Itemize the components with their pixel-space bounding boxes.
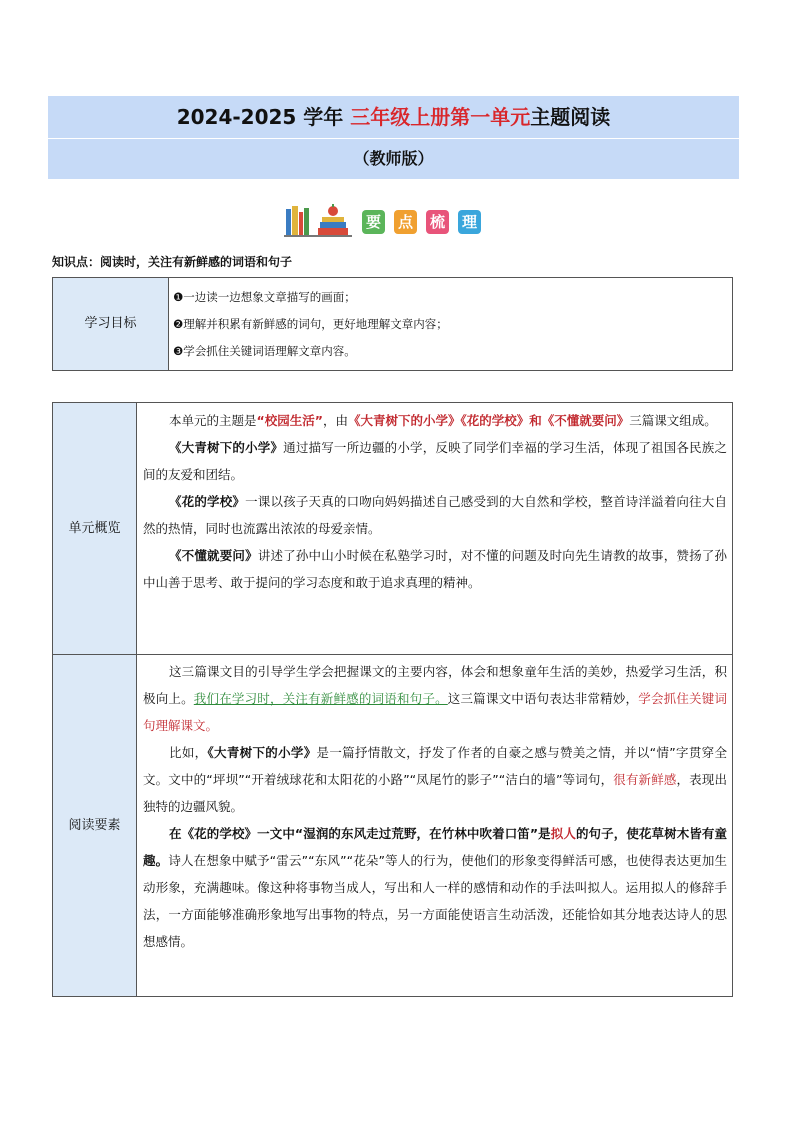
title-highlight: 三年级上册第一单元	[350, 105, 531, 129]
document-title: 2024-2025 学年 三年级上册第一单元主题阅读	[176, 105, 611, 129]
knowledge-point: 知识点：阅读时，关注有新鲜感的词语和句子	[52, 255, 293, 269]
document-subtitle: （教师版）	[353, 149, 434, 168]
row-divider	[53, 654, 732, 655]
header-char-2: 点	[394, 210, 417, 234]
reading-text	[143, 658, 727, 955]
goals-table	[52, 277, 733, 371]
header-char-1: 要	[362, 210, 385, 234]
overview-paragraph: 《花的学校》一课以孩子天真的口吻向妈妈描述自己感受到的大自然和学校，整首诗洋溢着向往大自然的热情，同时也流露出浓浓的母爱亲情。	[143, 494, 727, 536]
reading-label: 阅读要素	[53, 655, 137, 996]
goals-label: 学习目标	[53, 278, 169, 370]
overview-paragraph: 《不懂就要问》讲述了孙中山小时候在私塾学习时，对不懂的问题及时向先生请教的故事，赞扬了孙中山善于思考、敢于提问的学习态度和敢于追求真理的精神。	[143, 548, 727, 590]
overview-paragraph: 本单元的主题是“校园生活”，由《大青树下的小学》《花的学校》和《不懂就要问》三篇课文组成。	[169, 413, 717, 428]
header-char-4: 理	[458, 210, 481, 234]
goal-item: ❷理解并积累有新鲜感的词句，更好地理解文章内容；	[173, 317, 448, 331]
overview-label: 单元概览	[53, 403, 137, 654]
goal-item: ❸学会抓住关键词语理解文章内容。	[173, 344, 356, 358]
reading-paragraph: 在《花的学校》一文中“湿润的东风走过荒野，在竹林中吹着口笛”是拟人的句子，使花草树木皆有童趣。诗人在想象中赋予“雷云”“东风”“花朵”等人的行为，使他们的形象变得鲜活可感，也使得表达更加生动形象，充满趣味。像这种将事物当成人，写出和人一样的感情和动作的手法叫拟人。运用拟人的修辞手法，一方面能够准确形象地写出事物的特点，另一方面能使语言生动活泼，还能恰如其分地表达诗人的思想感情。	[143, 826, 727, 949]
reading-paragraph: 比如，《大青树下的小学》是一篇抒情散文，抒发了作者的自豪之感与赞美之情，并以“情”字贯穿全文。文中的“坪坝”“开着绒球花和太阳花的小路”“凤尾竹的影子”“洁白的墙”等词句，很有新鲜感，表现出独特的边疆风貌。	[143, 745, 727, 814]
title-banner	[48, 96, 739, 179]
books-icon	[284, 203, 352, 237]
section-header-key-points	[284, 203, 494, 237]
reading-paragraph: 这三篇课文目的引导学生学会把握课文的主要内容，体会和想象童年生活的美妙，热爱学习生活，积极向上。我们在学习时，关注有新鲜感的词语和句子。这三篇课文中语句表达非常精妙，学会抓住关键词句理解课文。	[143, 664, 727, 733]
overview-paragraph: 《大青树下的小学》通过描写一所边疆的小学，反映了同学们幸福的学习生活，体现了祖国各民族之间的友爱和团结。	[143, 440, 727, 482]
overview-text	[143, 407, 727, 596]
goals-list	[173, 284, 448, 365]
header-char-3: 梳	[426, 210, 449, 234]
unit-table	[52, 402, 733, 997]
goal-item: ❶一边读一边想象文章描写的画面；	[173, 290, 356, 304]
